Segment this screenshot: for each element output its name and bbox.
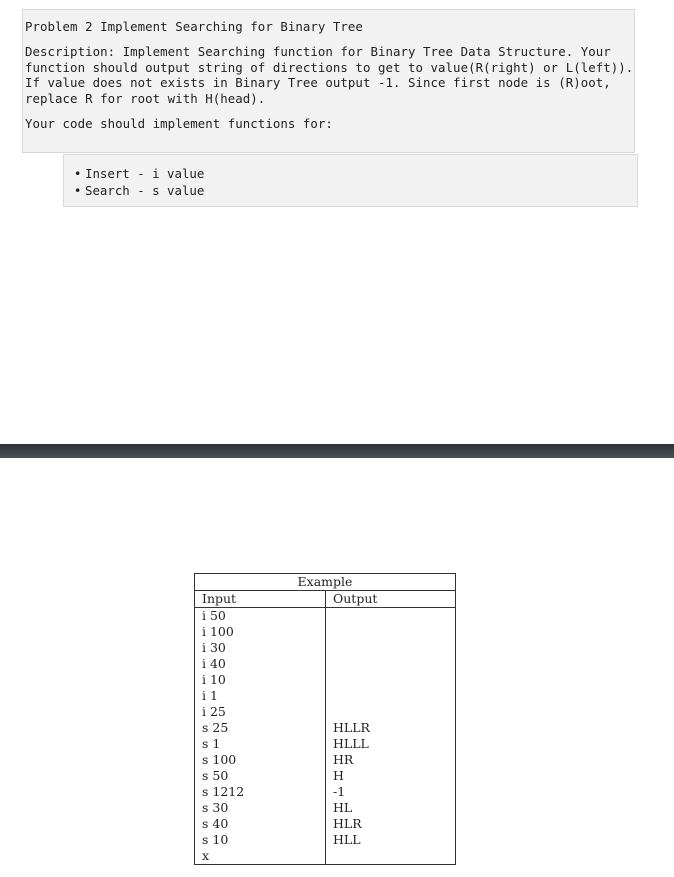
output-cell: HR	[326, 752, 456, 768]
function-search: Search - s value	[85, 183, 205, 198]
input-cell: s 1212	[195, 784, 326, 800]
output-cell: HLLR	[326, 720, 456, 736]
problem-statement-box	[22, 9, 635, 153]
bullet-icon: •	[74, 166, 82, 181]
output-cell	[326, 688, 456, 704]
example-table-container	[194, 573, 456, 865]
description-line: If value does not exists in Binary Tree output -1. Since first node is (R)oot,	[25, 75, 611, 91]
input-cell: s 40	[195, 816, 326, 832]
input-cell: i 40	[195, 656, 326, 672]
output-cell: HL	[326, 800, 456, 816]
input-cell: i 100	[195, 624, 326, 640]
table-row	[195, 736, 456, 752]
list-item	[74, 182, 637, 199]
table-row	[195, 816, 456, 832]
problem-title: Problem 2 Implement Searching for Binary Tree	[25, 19, 363, 34]
function-list	[63, 154, 638, 207]
output-cell: HLLL	[326, 736, 456, 752]
bullet-icon: •	[74, 183, 82, 198]
input-cell: i 30	[195, 640, 326, 656]
output-cell	[326, 608, 456, 625]
input-cell: s 50	[195, 768, 326, 784]
table-row	[195, 656, 456, 672]
table-row	[195, 640, 456, 656]
example-caption: Example	[195, 574, 456, 591]
description-line: function should output string of directions to get to value(R(right) or L(left)).	[25, 59, 634, 75]
table-row	[195, 752, 456, 768]
table-row	[195, 624, 456, 640]
table-row	[195, 672, 456, 688]
output-cell	[326, 624, 456, 640]
example-table	[194, 573, 456, 865]
input-cell: s 25	[195, 720, 326, 736]
input-header: Input	[195, 591, 326, 608]
input-cell: i 25	[195, 704, 326, 720]
input-cell: s 100	[195, 752, 326, 768]
function-insert: Insert - i value	[85, 166, 205, 181]
output-cell: -1	[326, 784, 456, 800]
table-row	[195, 704, 456, 720]
input-cell: i 50	[195, 608, 326, 625]
table-row	[195, 768, 456, 784]
output-cell	[326, 640, 456, 656]
section-divider	[0, 444, 674, 458]
table-row	[195, 832, 456, 848]
output-cell: HLR	[326, 816, 456, 832]
implement-text: Your code should implement functions for:	[25, 115, 333, 131]
table-row	[195, 608, 456, 625]
input-cell: x	[195, 848, 326, 865]
input-cell: s 1	[195, 736, 326, 752]
output-cell	[326, 848, 456, 865]
input-cell: s 30	[195, 800, 326, 816]
table-row	[195, 688, 456, 704]
table-row	[195, 720, 456, 736]
table-row	[195, 848, 456, 865]
input-cell: i 1	[195, 688, 326, 704]
description-line: Description: Implement Searching function for Binary Tree Data Structure. Your	[25, 43, 611, 59]
list-item	[74, 165, 637, 182]
output-header: Output	[326, 591, 456, 608]
input-cell: i 10	[195, 672, 326, 688]
output-cell	[326, 672, 456, 688]
output-cell	[326, 704, 456, 720]
description-line: replace R for root with H(head).	[25, 91, 266, 107]
table-row	[195, 800, 456, 816]
example-rows	[195, 608, 456, 865]
output-cell: HLL	[326, 832, 456, 848]
output-cell	[326, 656, 456, 672]
table-row	[195, 784, 456, 800]
output-cell: H	[326, 768, 456, 784]
input-cell: s 10	[195, 832, 326, 848]
